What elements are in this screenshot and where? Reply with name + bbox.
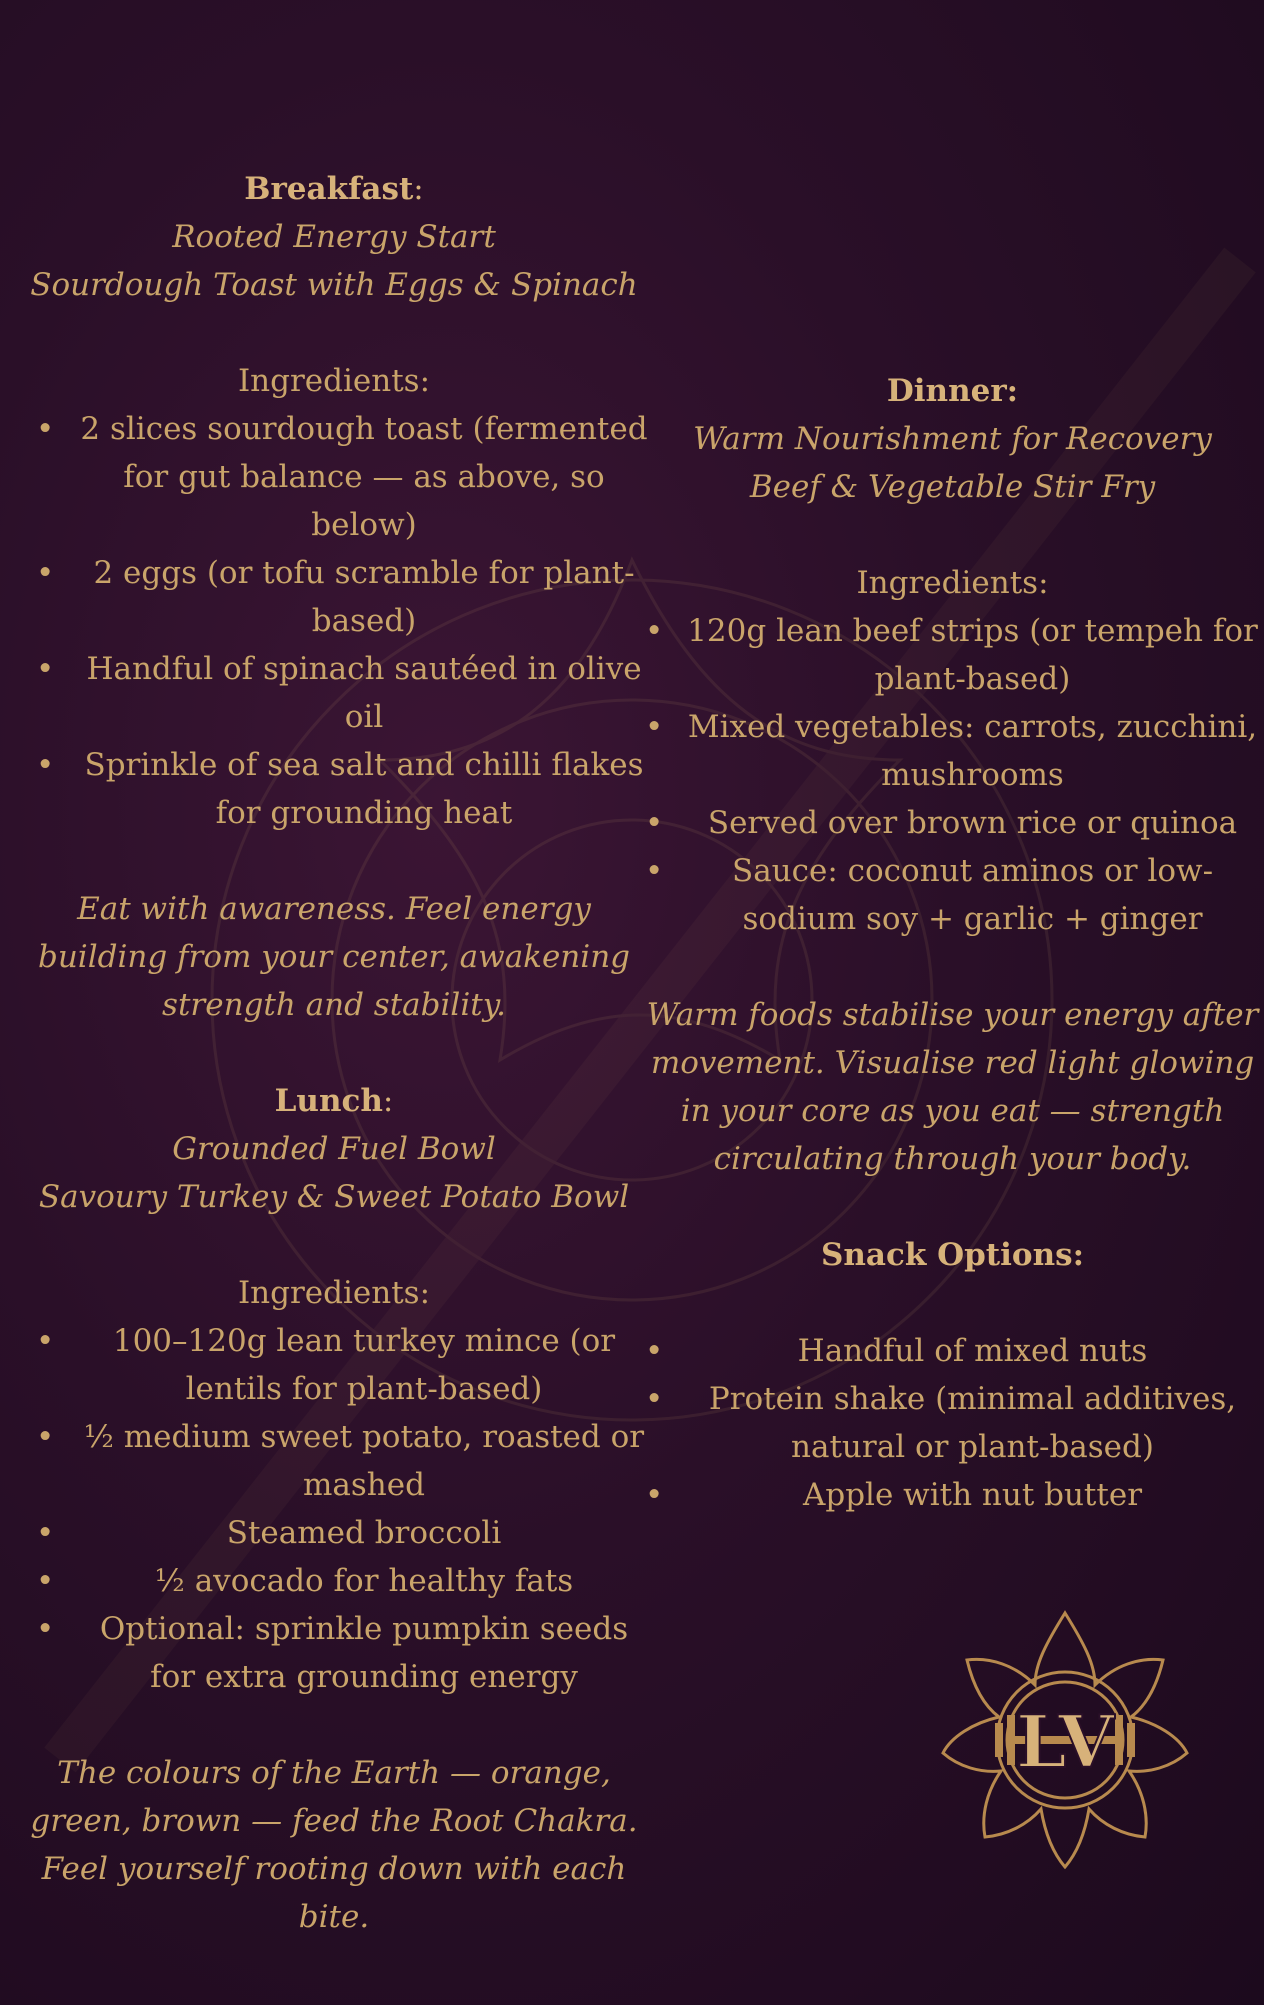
lotus-dumbbell-logo-icon: [935, 1605, 1195, 1875]
list-item: • ½ avocado for healthy fats: [14, 1557, 654, 1605]
breakfast-dish: Sourdough Toast with Eggs & Spinach: [30, 267, 638, 303]
dinner-note: Warm foods stabilise your energy after movement. Visualise red light glowing in your core as you eat — strength circulating through your body.: [646, 997, 1259, 1177]
lunch-subtitle: Grounded Fuel Bowl: [172, 1131, 496, 1167]
list-item: • Handful of spinach sautéed in olive oil: [14, 645, 654, 741]
breakfast-subtitle: Rooted Energy Start: [172, 219, 496, 255]
list-item: • Optional: sprinkle pumpkin seeds for extra grounding energy: [14, 1605, 654, 1701]
lunch-dish: Savoury Turkey & Sweet Potato Bowl: [38, 1179, 630, 1215]
list-item: • Protein shake (minimal additives, natural or plant-based): [645, 1375, 1260, 1471]
breakfast-heading: Breakfast:: [244, 171, 424, 207]
list-item: • ½ medium sweet potato, roasted or mashed: [14, 1413, 654, 1509]
breakfast-note: Eat with awareness. Feel energy building from your center, awakening strength and stability.: [38, 891, 630, 1023]
list-item: • 100–120g lean turkey mince (or lentils for plant-based): [14, 1317, 654, 1413]
logo-letters: LV: [1016, 1699, 1114, 1784]
list-item: • Apple with nut butter: [645, 1471, 1260, 1519]
dinner-subtitle: Warm Nourishment for Recovery: [693, 421, 1212, 457]
left-column: [14, 165, 654, 1941]
dinner-dish: Beef & Vegetable Stir Fry: [749, 469, 1156, 505]
list-item: • 120g lean beef strips (or tempeh for plant-based): [645, 607, 1260, 703]
snack-list: [645, 1327, 1260, 1519]
dinner-ingredients-list: [645, 607, 1260, 943]
lunch-note: The colours of the Earth — orange, green, brown — feed the Root Chakra. Feel yourself rooting down with each bite.: [30, 1755, 638, 1935]
list-item: • 2 slices sourdough toast (fermented for gut balance — as above, so below): [14, 405, 654, 549]
dinner-heading: Dinner:: [886, 373, 1019, 409]
lunch-heading: Lunch:: [274, 1083, 394, 1119]
breakfast-ingredients-list: [14, 405, 654, 837]
list-item: • 2 eggs (or tofu scramble for plant-based): [14, 549, 654, 645]
list-item: • Handful of mixed nuts: [645, 1327, 1260, 1375]
list-item: • Mixed vegetables: carrots, zucchini, mushrooms: [645, 703, 1260, 799]
list-item: • Sprinkle of sea salt and chilli flakes for grounding heat: [14, 741, 654, 837]
list-item: • Steamed broccoli: [14, 1509, 654, 1557]
dinner-ingredients-label: Ingredients:: [856, 565, 1049, 601]
snack-heading: Snack Options:: [820, 1237, 1085, 1273]
lunch-ingredients-label: Ingredients:: [237, 1275, 431, 1311]
breakfast-ingredients-label: Ingredients:: [237, 363, 431, 399]
right-column: [645, 367, 1260, 1519]
lunch-ingredients-list: [14, 1317, 654, 1701]
list-item: • Served over brown rice or quinoa: [645, 799, 1260, 847]
list-item: • Sauce: coconut aminos or low-sodium soy + garlic + ginger: [645, 847, 1260, 943]
